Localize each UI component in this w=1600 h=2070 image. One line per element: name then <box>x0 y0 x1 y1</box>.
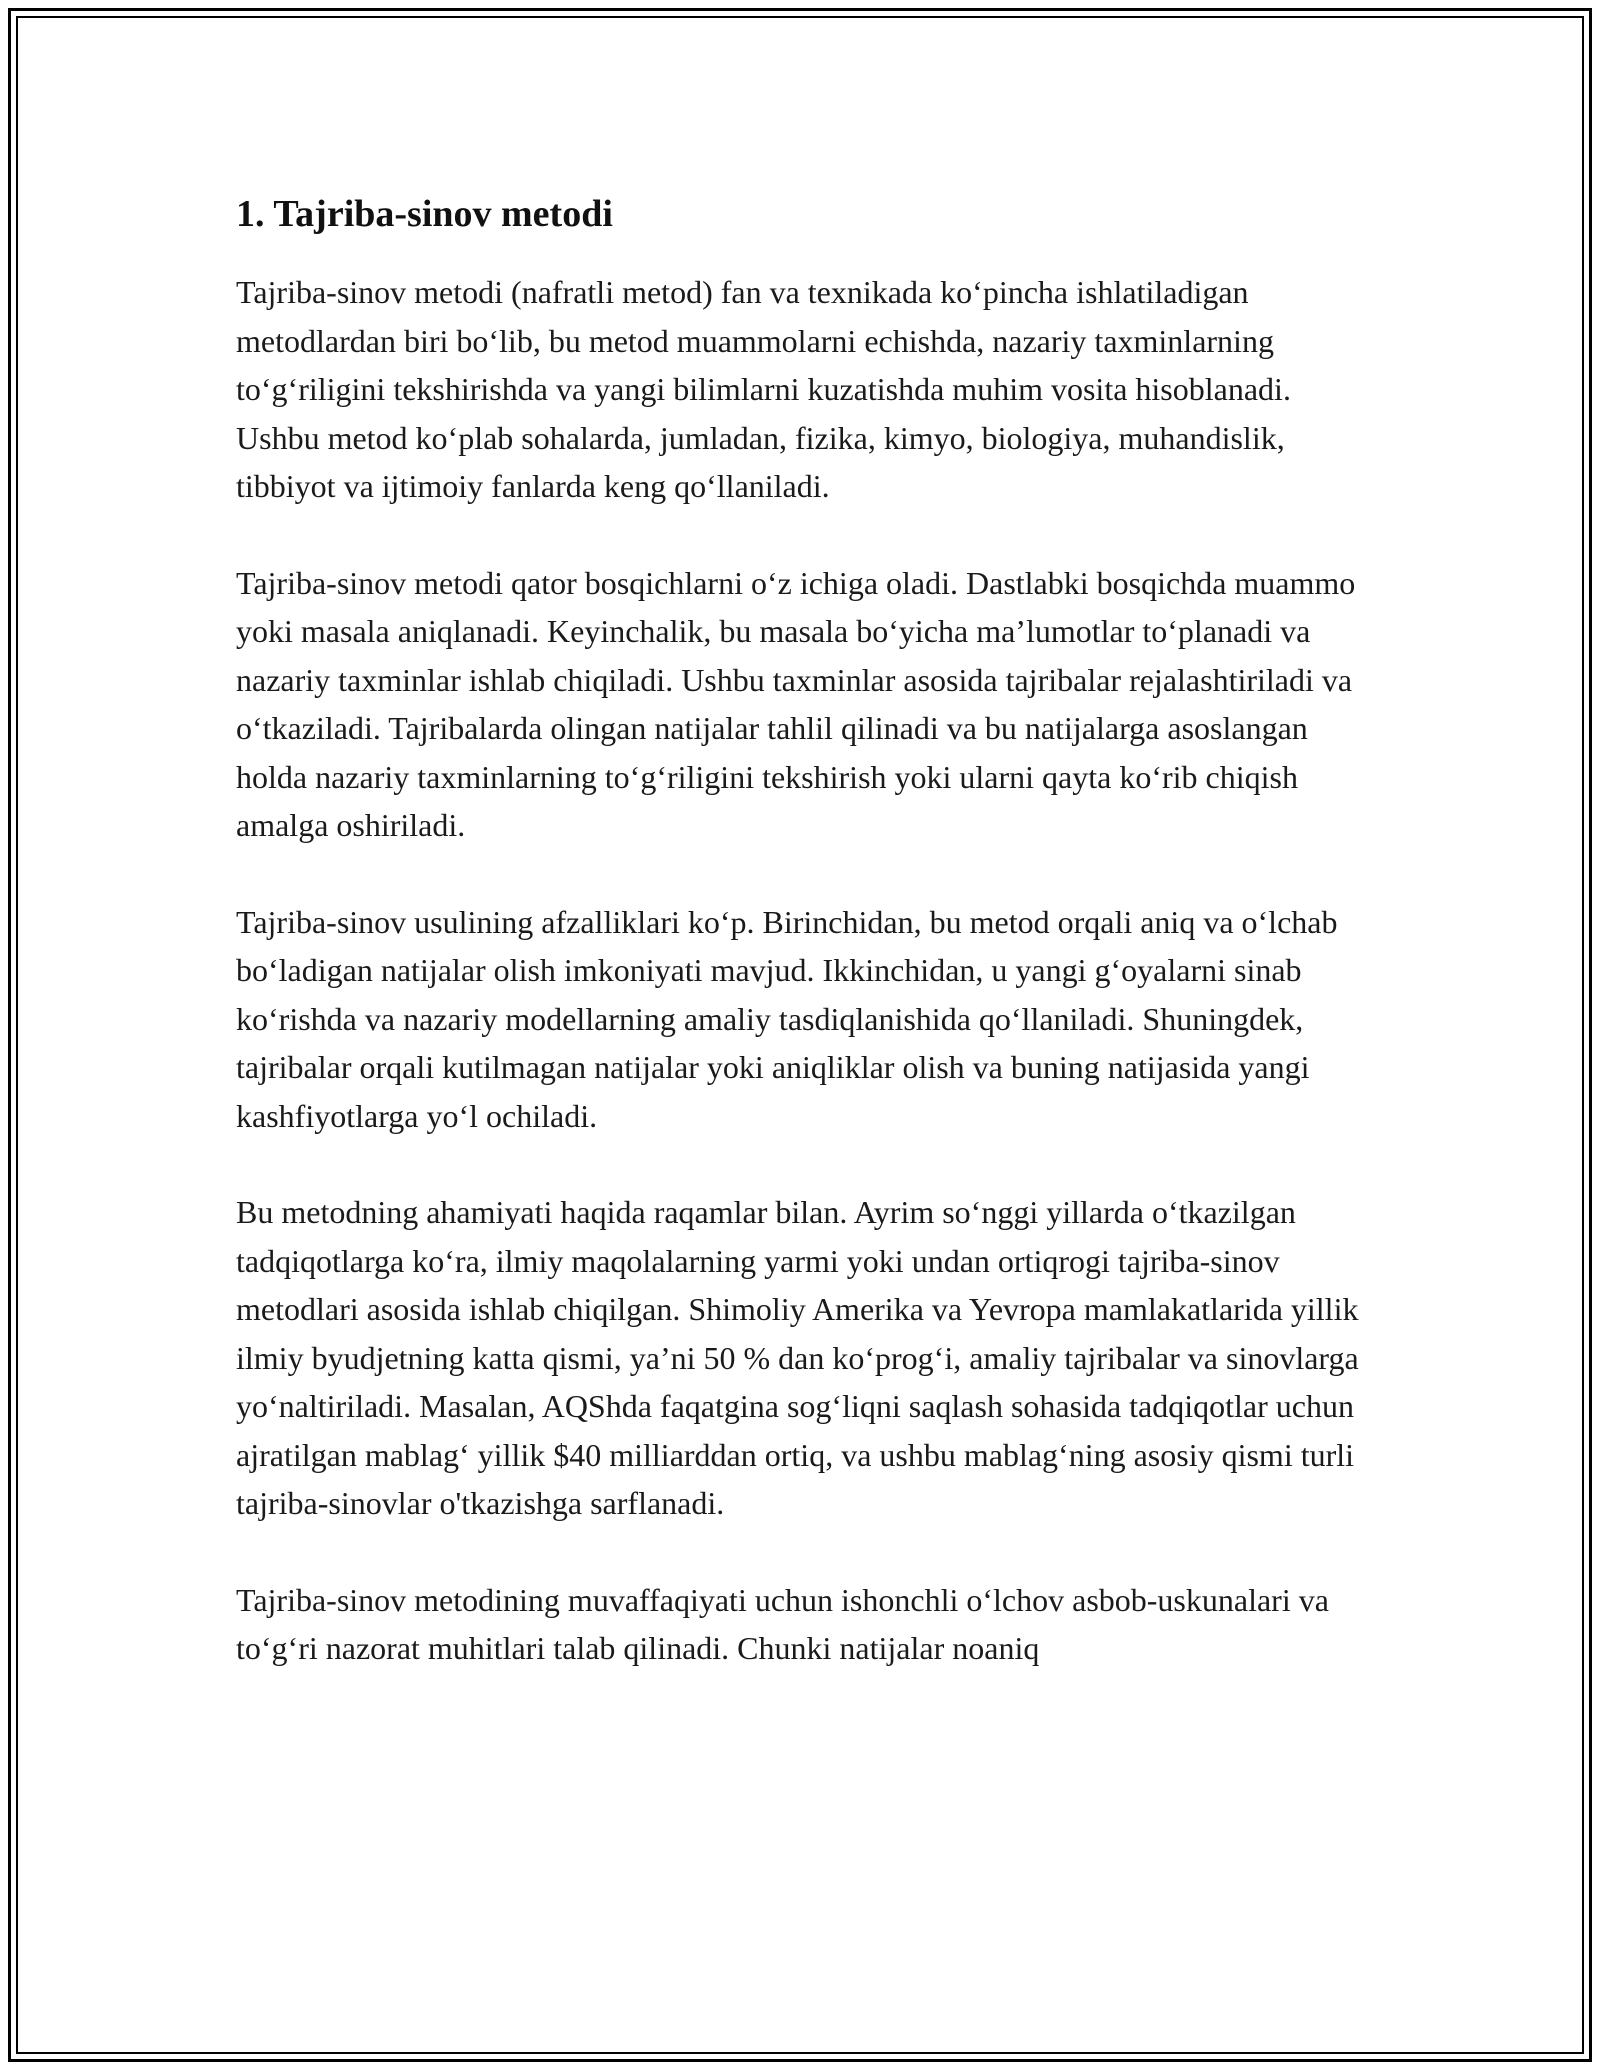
paragraph-2: Tajriba-sinov metodi qator bosqichlarni o‘z ichiga oladi. Dastlabki bosqichda muammo yoki masala aniqlanadi. Keyinchalik, bu masala bo‘yicha ma’lumotlar to‘planadi va nazariy taxminlar ishlab chiqiladi. Ushbu taxminlar asosida tajribalar rejalashtiriladi va o‘tkaziladi. Tajribalarda olingan natijalar tahlil qilinadi va bu natijalarga asoslangan holda nazariy taxminlarning to‘g‘riligini tekshirish yoki ularni qayta ko‘rib chiqish amalga oshiriladi. <box>236 564 1356 843</box>
document-body <box>236 188 1372 1721</box>
paragraph-1: Tajriba-sinov metodi (nafratli metod) fan va texnikada ko‘pincha ishlatiladigan metodlardan biri bo‘lib, bu metod muammolarni echishda, nazariy taxminlarning to‘g‘riligini tekshirishda va yangi bilimlarni kuzatishda muhim vosita hisoblanadi. Ushbu metod ko‘plab sohalarda, jumladan, fizika, kimyo, biologiya, muhandislik, tibbiyot va ijtimoiy fanlarda keng qo‘llaniladi. <box>236 274 1291 504</box>
paragraph-5: Tajriba-sinov metodining muvaffaqiyati uchun ishonchli o‘lchov asbob-uskunalari va to‘g‘ri nazorat muhitlari talab qilinadi. Chunki natijalar noaniq <box>236 1581 1329 1666</box>
paragraph-4: Bu metodning ahamiyati haqida raqamlar bilan. Ayrim so‘nggi yillarda o‘tkazilgan tadqiqotlarga ko‘ra, ilmiy maqolalarning yarmi yoki undan ortiqrogi tajriba-sinov metodlari asosida ishlab chiqilgan. Shimoliy Amerika va Yevropa mamlakatlarida yillik ilmiy byudjetning katta qismi, ya’ni 50 % dan ko‘prog‘i, amaliy tajribalar va sinovlarga yo‘naltiriladi. Masalan, AQShda faqatgina sog‘liqni saqlash sohasida tadqiqotlar uchun ajratilgan mablag‘ yillik $40 milliarddan ortiq, va ushbu mablag‘ning asosiy qismi turli tajriba-sinovlar o'tkazishga sarflanadi. <box>236 1194 1359 1521</box>
section-heading: 1. Tajriba-sinov metodi <box>236 193 613 235</box>
paragraph-3: Tajriba-sinov usulining afzalliklari ko‘p. Birinchidan, bu metod orqali aniq va o‘lchab bo‘ladigan natijalar olish imkoniyati mavjud. Ikkinchidan, u yangi g‘oyalarni sinab ko‘rishda va nazariy modellarning amaliy tasdiqlanishida qo‘llaniladi. Shuningdek, tajribalar orqali kutilmagan natijalar yoki aniqliklar olish va buning natijasida yangi kashfiyotlarga yo‘l ochiladi. <box>236 903 1338 1134</box>
